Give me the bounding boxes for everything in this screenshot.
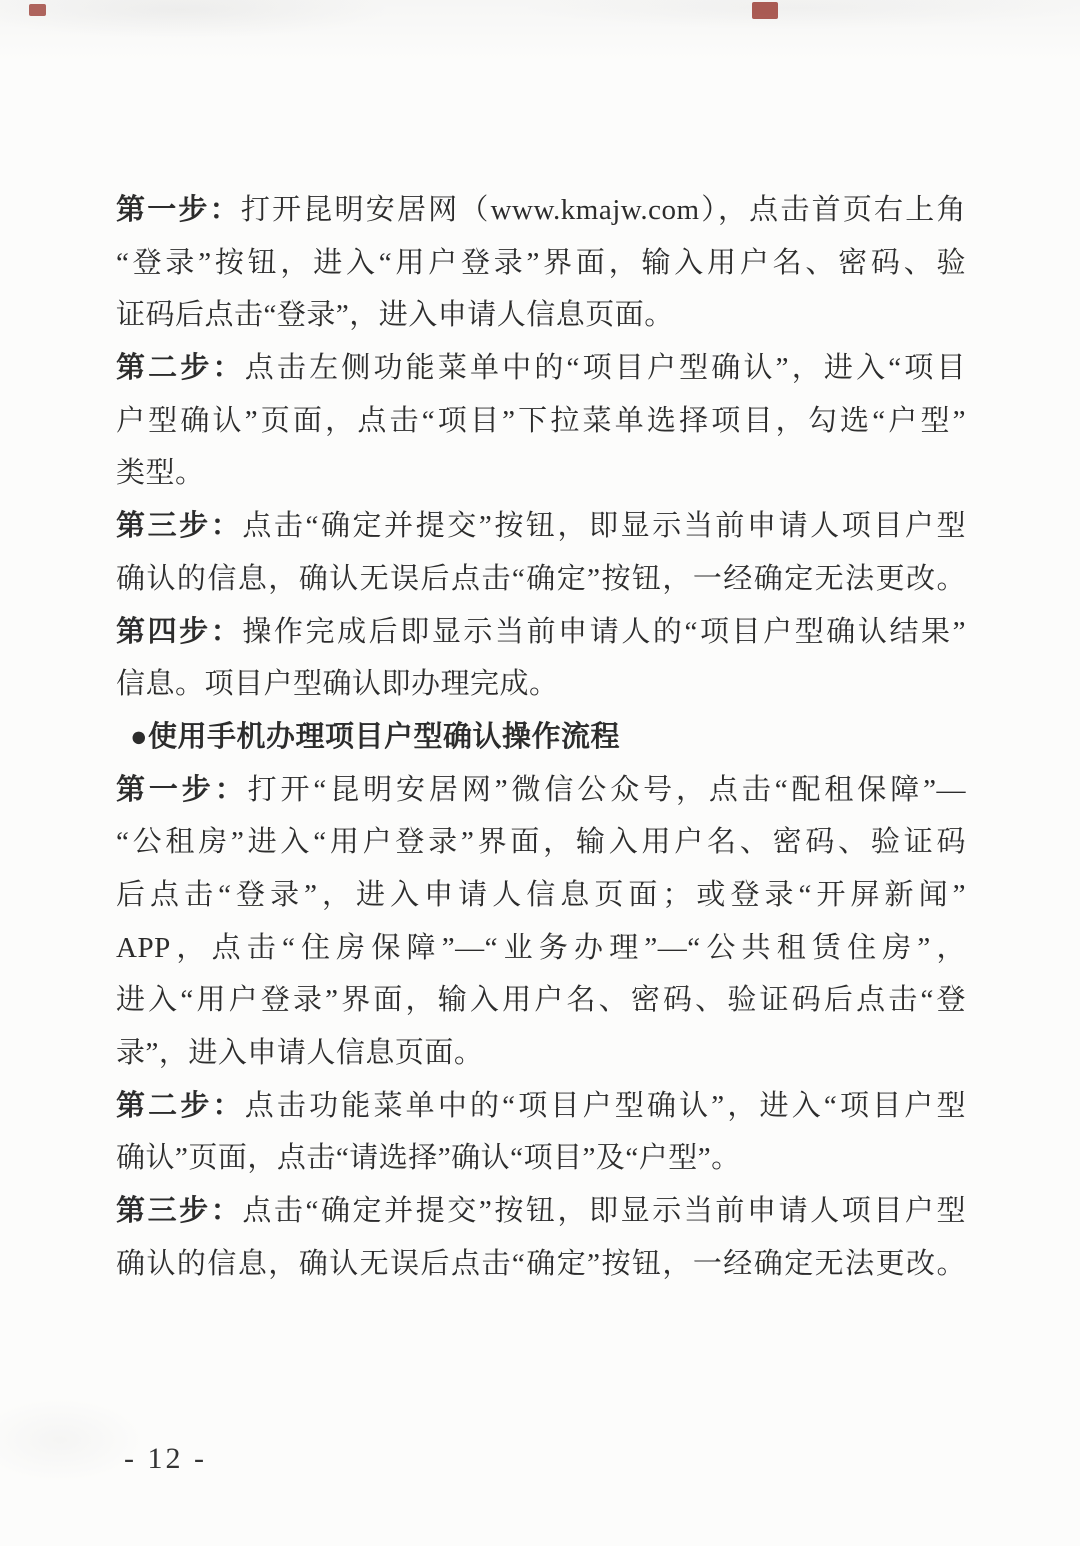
text-line: [116, 658, 966, 711]
line-text: 打开昆明安居网（www.kmajw.com），点击首页右上角: [240, 194, 966, 226]
step-label: 第三步：: [116, 1195, 243, 1228]
line-text: “登录”按钮，进入“用户登录”界面，输入用户名、密码、验: [116, 246, 966, 279]
section-heading: [116, 711, 966, 764]
step-label: 第二步：: [116, 1089, 245, 1122]
scan-artifact-icon: [752, 2, 778, 19]
line-text: 点击左侧功能菜单中的“项目户型确认”，进入“项目: [244, 352, 966, 385]
text-line: [116, 869, 966, 922]
line-text: 确认的信息，确认无误后点击“确定”按钮，一经确定无法更改。: [116, 1247, 966, 1280]
text-line: [116, 1185, 966, 1238]
line-text: 录”，进入申请人信息页面。: [116, 1037, 484, 1069]
text-line: [116, 922, 966, 975]
text-line: [116, 447, 966, 500]
line-text: 确认”页面，点击“请选择”确认“项目”及“户型”。: [116, 1142, 741, 1175]
text-line: [116, 764, 966, 817]
text-line: [116, 395, 966, 448]
step-label: 第三步：: [116, 510, 243, 543]
line-text: 信息。项目户型确认即办理完成。: [116, 668, 559, 701]
text-line: [116, 184, 966, 237]
step-label: 第四步：: [116, 615, 243, 648]
text-line: [116, 237, 966, 290]
text-line: [116, 1080, 966, 1133]
text-line: [116, 974, 966, 1027]
line-text: 类型。: [116, 457, 205, 490]
text-line: [116, 500, 966, 553]
step-label: 第二步：: [116, 352, 245, 385]
text-line: [116, 1132, 966, 1185]
line-text: “公租房”进入“用户登录”界面，输入用户名、密码、验证码: [116, 826, 966, 859]
step-label: 第一步：: [116, 194, 241, 226]
line-text: 操作完成后即显示当前申请人的“项目户型确认结果”: [242, 615, 966, 648]
line-text: 确认的信息，确认无误后点击“确定”按钮，一经确定无法更改。: [116, 562, 966, 595]
scan-artifact-icon: [29, 4, 46, 16]
text-line: [116, 1238, 966, 1291]
line-text: ●使用手机办理项目户型确认操作流程: [130, 720, 621, 753]
text-line: [116, 606, 966, 659]
line-text: APP，点击“住房保障”—“业务办理”—“公共租赁住房”，: [116, 931, 966, 964]
line-text: 点击“确定并提交”按钮，即显示当前申请人项目户型: [242, 510, 966, 543]
step-label: 第一步：: [116, 773, 248, 806]
text-line: [116, 289, 966, 342]
text-line: [116, 342, 966, 395]
text-line: [116, 1027, 966, 1080]
text-line: [116, 553, 966, 606]
line-text: 打开“昆明安居网”微信公众号，点击“配租保障”—: [247, 773, 966, 806]
line-text: 证码后点击“登录”，进入申请人信息页面。: [116, 299, 674, 332]
line-text: 后点击“登录”，进入申请人信息页面；或登录“开屏新闻”: [116, 878, 966, 911]
line-text: 进入“用户登录”界面，输入用户名、密码、验证码后点击“登: [116, 984, 966, 1017]
line-text: 点击“确定并提交”按钮，即显示当前申请人项目户型: [242, 1195, 966, 1228]
line-text: 户型确认”页面，点击“项目”下拉菜单选择项目，勾选“户型”: [116, 404, 966, 437]
document-body: [116, 184, 966, 1290]
text-line: [116, 816, 966, 869]
line-text: 点击功能菜单中的“项目户型确认”，进入“项目户型: [244, 1089, 966, 1122]
page-number: - 12 -: [124, 1442, 207, 1475]
